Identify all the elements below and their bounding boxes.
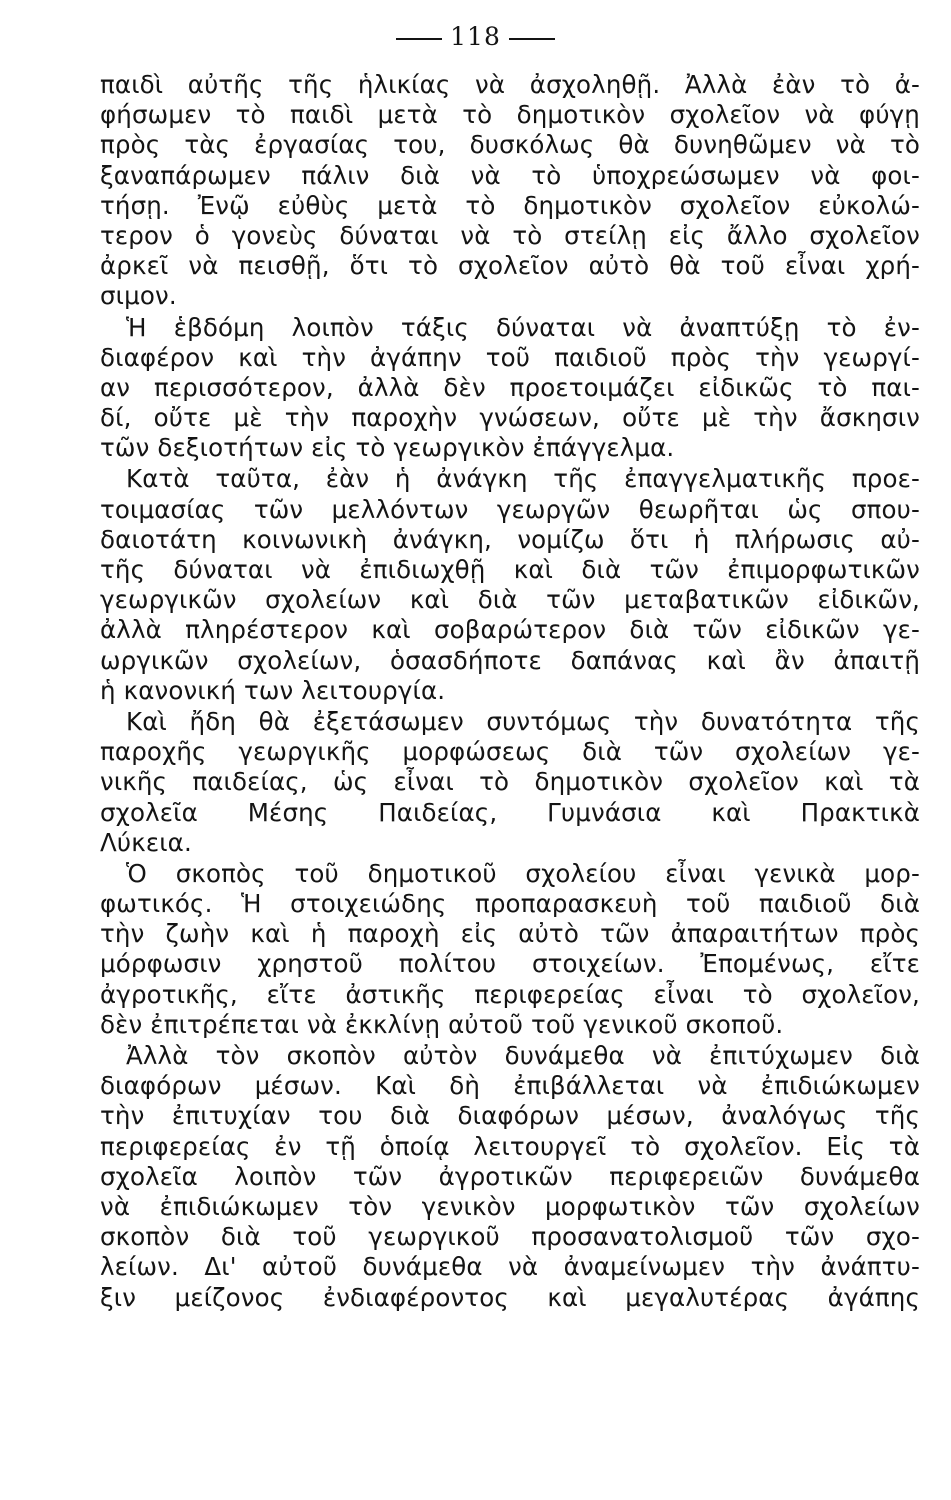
- text-line: μόρφωσιν χρηστοῦ πολίτου στοιχείων. Ἐπομένως, εἴτε: [100, 949, 920, 979]
- text-line: σχολεῖα λοιπὸν τῶν ἀγροτικῶν περιφερειῶν δυνάμεθα: [100, 1161, 920, 1191]
- text-line: ωργικῶν σχολείων, ὁσασδήποτε δαπάνας καὶ ἂν ἀπαιτῇ: [100, 645, 920, 675]
- paragraph-5: [100, 859, 920, 1040]
- text-line: γεωργικῶν σχολείων καὶ διὰ τῶν μεταβατικῶν εἰδικῶν,: [100, 585, 920, 615]
- paragraph-4: [100, 707, 920, 858]
- text-line: παροχῆς γεωργικῆς μορφώσεως διὰ τῶν σχολείων γε-: [100, 737, 920, 767]
- text-line: Ἡ ἑβδόμη λοιπὸν τάξις δύναται νὰ ἀναπτύξῃ τὸ ἐν-: [126, 312, 920, 342]
- text-line: τοιμασίας τῶν μελλόντων γεωργῶν θεωρῆται ὡς σπου-: [100, 494, 920, 524]
- text-line: ξαναπάρωμεν πάλιν διὰ νὰ τὸ ὑποχρεώσωμεν νὰ φοι-: [100, 160, 920, 190]
- text-line: ξιν μείζονος ἐνδιαφέροντος καὶ μεγαλυτέρας ἀγάπης: [100, 1282, 920, 1312]
- text-line: τήσῃ. Ἐνῷ εὐθὺς μετὰ τὸ δημοτικὸν σχολεῖον εὐκολώ-: [100, 190, 920, 220]
- page-number: 118: [450, 22, 501, 51]
- text-line: Ὁ σκοπὸς τοῦ δημοτικοῦ σχολείου εἶναι γενικὰ μορ-: [126, 858, 920, 888]
- text-line: νὰ ἐπιδιώκωμεν τὸν γενικὸν μορφωτικὸν τῶν σχολείων: [100, 1191, 920, 1221]
- text-line: ἀρκεῖ νὰ πεισθῇ, ὅτι τὸ σχολεῖον αὐτὸ θὰ τοῦ εἶναι χρή-: [100, 251, 920, 281]
- text-line: ἀγροτικῆς, εἴτε ἀστικῆς περιφερείας εἶναι τὸ σχολεῖον,: [100, 979, 920, 1009]
- text-line: Ἀλλὰ τὸν σκοπὸν αὐτὸν δυνάμεθα νὰ ἐπιτύχωμεν διὰ: [126, 1041, 920, 1070]
- text-line: τερον ὁ γονεὺς δύναται νὰ τὸ στείλῃ εἰς ἄλλο σχολεῖον: [100, 220, 920, 250]
- text-line: φωτικός. Ἡ στοιχειώδης προπαρασκευὴ τοῦ παιδιοῦ διὰ: [100, 889, 920, 919]
- text-line: δί, οὔτε μὲ τὴν παροχὴν γνώσεων, οὔτε μὲ τὴν ἄσκησιν: [100, 403, 920, 433]
- text-line: τῆς δύναται νὰ ἐπιδιωχθῇ καὶ διὰ τῶν ἐπιμορφωτικῶν: [100, 555, 920, 584]
- text-line: παιδὶ αὐτῆς τῆς ἡλικίας νὰ ἀσχοληθῇ. Ἀλλὰ ἐὰν τὸ ἀ-: [100, 70, 920, 99]
- text-line: Καὶ ἤδη θὰ ἐξετάσωμεν συντόμως τὴν δυνατότητα τῆς: [126, 706, 920, 736]
- text-line: σιμον.: [100, 281, 177, 311]
- text-line: τῶν δεξιοτήτων εἰς τὸ γεωργικὸν ἐπάγγελμα.: [100, 433, 675, 463]
- text-line: δαιοτάτη κοινωνικὴ ἀνάγκη, νομίζω ὅτι ἡ πλήρωσις αὐ-: [100, 524, 920, 554]
- paragraph-3: [100, 464, 920, 706]
- header-dash-left: [396, 38, 442, 40]
- header-dash-right: [509, 38, 555, 40]
- page-body: [100, 70, 920, 1313]
- text-line: περιφερείας ἐν τῇ ὁποίᾳ λειτουργεῖ τὸ σχολεῖον. Εἰς τὰ: [100, 1131, 920, 1161]
- text-line: δὲν ἐπιτρέπεται νὰ ἐκκλίνῃ αὐτοῦ τοῦ γενικοῦ σκοποῦ.: [100, 1009, 784, 1039]
- text-line: τὴν ζωὴν καὶ ἡ παροχὴ εἰς αὐτὸ τῶν ἀπαραιτήτων πρὸς: [100, 919, 920, 949]
- text-line: Κατὰ ταῦτα, ἐὰν ἡ ἀνάγκη τῆς ἐπαγγελματικῆς προε-: [126, 464, 920, 494]
- text-line: φήσωμεν τὸ παιδὶ μετὰ τὸ δημοτικὸν σχολεῖον νὰ φύγῃ: [100, 100, 920, 130]
- text-line: λείων. Δι' αὐτοῦ δυνάμεθα νὰ ἀναμείνωμεν τὴν ἀνάπτυ-: [100, 1252, 920, 1282]
- paragraph-1: [100, 70, 920, 312]
- page-header: [0, 22, 951, 51]
- text-line: σχολεῖα Μέσης Παιδείας, Γυμνάσια καὶ Πρακτικὰ: [100, 797, 920, 827]
- text-line: νικῆς παιδείας, ὡς εἶναι τὸ δημοτικὸν σχολεῖον καὶ τὰ: [100, 767, 920, 797]
- text-line: πρὸς τὰς ἐργασίας του, δυσκόλως θὰ δυνηθῶμεν νὰ τὸ: [100, 130, 920, 160]
- text-line: ἀλλὰ πληρέστερον καὶ σοβαρώτερον διὰ τῶν εἰδικῶν γε-: [100, 615, 920, 645]
- text-line: σκοπὸν διὰ τοῦ γεωργικοῦ προσανατολισμοῦ τῶν σχο-: [100, 1222, 920, 1252]
- text-line: αν περισσότερον, ἀλλὰ δὲν προετοιμάζει εἰδικῶς τὸ παι-: [100, 372, 920, 402]
- text-line: τὴν ἐπιτυχίαν του διὰ διαφόρων μέσων, ἀναλόγως τῆς: [100, 1101, 920, 1131]
- text-line: διαφόρων μέσων. Καὶ δὴ ἐπιβάλλεται νὰ ἐπιδιώκωμεν: [100, 1071, 920, 1101]
- text-line: Λύκεια.: [100, 827, 192, 857]
- text-line: διαφέρον καὶ τὴν ἀγάπην τοῦ παιδιοῦ πρὸς τὴν γεωργί-: [100, 342, 920, 372]
- paragraph-6: [100, 1041, 920, 1313]
- text-line: ἡ κανονική των λειτουργία.: [100, 675, 446, 705]
- paragraph-2: [100, 313, 920, 464]
